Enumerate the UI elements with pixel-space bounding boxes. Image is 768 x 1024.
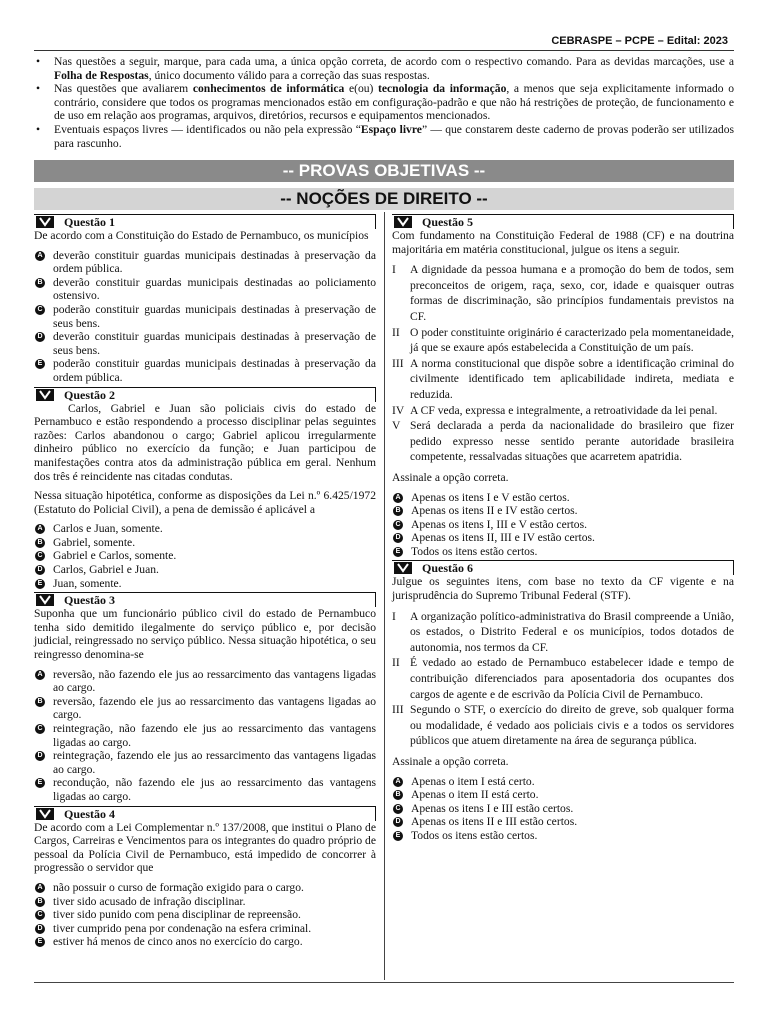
answer-option[interactable]	[392, 829, 734, 843]
statement-number: I	[392, 263, 396, 277]
option-text: reversão, não fazendo ele jus ao ressarcimento das vantagens ligadas ao cargo.	[53, 667, 376, 695]
question-stem: De acordo com a Lei Complementar n.º 137/2008, que institui o Plano de Cargos, Carreiras e Vencimentos para os integrantes do quadro próprio de pessoal da Polícia Civil de Pernambuco, está impedido de concorrer à progressão o servidor que	[34, 820, 376, 875]
page-header	[34, 34, 734, 51]
question-4	[34, 806, 376, 949]
statement-text: A norma constitucional que dispõe sobre a identificação criminal do civilmente identificado tem aplicabilidade indireta, mediata e reduzida.	[410, 356, 734, 401]
answer-option[interactable]	[392, 531, 734, 545]
question-stem: Suponha que um funcionário público civil do estado de Pernambuco tenha sido demitido ilegalmente do serviço público e, por decisão judicial, reingressado no serviço público. Nessa situação hipotética, o seu reingresso denomina-se	[34, 607, 376, 662]
statement-item	[392, 655, 734, 702]
answer-option[interactable]	[392, 504, 734, 518]
answer-option[interactable]	[34, 276, 376, 303]
question-header	[34, 806, 376, 821]
option-text: Carlos, Gabriel e Juan.	[53, 563, 159, 577]
question-6	[392, 560, 734, 842]
option-letter-badge: A	[35, 524, 45, 534]
answer-option[interactable]	[392, 491, 734, 505]
left-column	[34, 212, 376, 949]
answer-option[interactable]	[34, 563, 376, 577]
answer-option[interactable]	[392, 518, 734, 532]
option-text: tiver cumprido pena por condenação na esfera criminal.	[53, 921, 312, 935]
option-letter-badge: C	[393, 804, 403, 814]
answer-option[interactable]	[392, 788, 734, 802]
statement-text: A dignidade da pessoa humana e a promoção do bem de todos, sem preconceitos de origem, raça, sexo, cor, idade e quaisquer outras formas de discriminação, são princípios fundamentais previstos na CF.	[410, 263, 734, 323]
option-letter-badge: D	[35, 565, 45, 575]
question-5	[392, 214, 734, 558]
question-stem: Julgue os seguintes itens, com base no texto da CF vigente e na jurisprudência do Supremo Tribunal Federal (STF).	[392, 575, 734, 603]
option-letter-badge: E	[393, 831, 403, 841]
answer-option[interactable]	[34, 935, 376, 949]
question-header	[392, 214, 734, 229]
option-text: não possuir o curso de formação exigido para o cargo.	[53, 880, 304, 894]
option-letter-badge: A	[393, 777, 403, 787]
answer-option[interactable]	[34, 908, 376, 922]
answer-option[interactable]	[34, 695, 376, 722]
question-marker-icon	[36, 389, 54, 401]
answer-option[interactable]	[34, 749, 376, 776]
option-text: Apenas o item I está certo.	[411, 774, 535, 788]
question-header	[392, 560, 734, 575]
option-letter-badge: B	[35, 897, 45, 907]
question-label: Questão 1	[64, 215, 115, 229]
option-text: estiver há menos de cinco anos no exercício do cargo.	[53, 935, 303, 949]
option-text: tiver sido acusado de infração disciplinar.	[53, 894, 246, 908]
statement-item	[392, 418, 734, 465]
answer-option[interactable]	[392, 815, 734, 829]
option-letter-badge: A	[35, 883, 45, 893]
answer-option[interactable]	[34, 776, 376, 803]
option-text: reintegração, não fazendo ele jus ao ressarcimento das vantagens ligadas ao cargo.	[53, 722, 376, 749]
question-2	[34, 387, 376, 591]
option-letter-badge: C	[35, 305, 45, 315]
option-letter-badge: B	[35, 278, 45, 288]
option-text: reintegração, fazendo ele jus ao ressarcimento das vantagens ligadas ao cargo.	[53, 749, 376, 776]
question-stem: Com fundamento na Constituição Federal de 1988 (CF) e na doutrina majoritária em matéria constitucional, julgue os itens a seguir.	[392, 229, 734, 256]
answer-option[interactable]	[34, 536, 376, 550]
question-marker-icon	[36, 808, 54, 820]
option-letter-badge: B	[393, 790, 403, 800]
right-column	[392, 212, 734, 843]
question-marker-icon	[36, 216, 54, 228]
option-letter-badge: E	[35, 778, 45, 788]
option-letter-badge: A	[393, 493, 403, 503]
option-text: Carlos e Juan, somente.	[53, 522, 163, 536]
option-letter-badge: B	[35, 538, 45, 548]
statement-item	[392, 356, 734, 403]
answer-option[interactable]	[392, 545, 734, 559]
statement-item	[392, 702, 734, 749]
answer-option[interactable]	[34, 357, 376, 384]
answer-option[interactable]	[34, 922, 376, 936]
answer-option[interactable]	[34, 881, 376, 895]
option-text: Apenas os itens I e III estão certos.	[411, 801, 574, 815]
option-text: deverão constituir guardas municipais destinadas à preservação de seus bens.	[53, 330, 376, 357]
option-text: tiver sido punido com pena disciplinar de repreensão.	[53, 908, 301, 922]
option-letter-badge: E	[35, 937, 45, 947]
statement-number: III	[392, 703, 404, 717]
option-text: Gabriel, somente.	[53, 535, 136, 549]
option-text: Gabriel e Carlos, somente.	[53, 549, 177, 563]
question-label: Questão 2	[64, 387, 115, 402]
statement-number: I	[392, 609, 396, 623]
option-text: Apenas os itens II e IV estão certos.	[411, 504, 578, 518]
question-marker-icon	[394, 216, 412, 228]
section-banner: -- NOÇÕES DE DIREITO --	[34, 188, 734, 210]
question-label: Questão 4	[64, 806, 115, 821]
column-divider	[384, 212, 385, 980]
statement-number: V	[392, 419, 401, 433]
option-letter-badge: C	[35, 910, 45, 920]
option-letter-badge: D	[35, 751, 45, 761]
option-letter-badge: D	[35, 332, 45, 342]
option-letter-badge: D	[393, 533, 403, 543]
option-letter-badge: B	[393, 506, 403, 516]
question-label: Questão 5	[422, 215, 473, 229]
question-marker-icon	[36, 594, 54, 606]
option-text: poderão constituir guardas municipais destinadas à preservação de seus bens.	[53, 302, 376, 330]
statement-text: É vedado ao estado de Pernambuco estabelecer idade e tempo de contribuição diferenciados para aposentadoria dos ocupantes dos cargos de agente e de escrivão da Polícia Civil de Pernambuco.	[410, 656, 734, 701]
option-letter-badge: C	[35, 551, 45, 561]
option-text: Todos os itens estão certos.	[411, 544, 538, 558]
statement-number: IV	[392, 403, 405, 417]
answer-option[interactable]	[34, 330, 376, 357]
option-letter-badge: C	[35, 724, 45, 734]
statement-number: III	[392, 356, 404, 370]
answer-option[interactable]	[392, 775, 734, 789]
statement-text: A CF veda, expressa e integralmente, a retroatividade da lei penal.	[410, 403, 718, 417]
question-stem-continued: Nessa situação hipotética, conforme as disposições da Lei n.º 6.425/1972 (Estatuto do Policial Civil), a pena de demissão é aplicável a	[34, 489, 376, 516]
option-text: Apenas os itens II, III e IV estão certos.	[411, 531, 595, 545]
question-header	[34, 387, 376, 402]
statement-text: O poder constituinte originário é caracterizado pela momentaneidade, já que se exaure após estabelecida a Constituição de um país.	[410, 325, 734, 355]
answer-option[interactable]	[34, 249, 376, 276]
instruction-1: • Nas questões a seguir, marque, para cada uma, a única opção correta, de acordo com o respectivo comando. Para as devidas marcações, use a Folha de Respostas, único documento válido para a correção das suas respostas.	[34, 55, 734, 82]
answer-option[interactable]	[34, 722, 376, 749]
question-stem: De acordo com a Constituição do Estado de Pernambuco, os municípios	[34, 229, 369, 242]
option-text: recondução, não fazendo ele jus ao ressarcimento das vantagens ligadas ao cargo.	[53, 776, 376, 803]
statement-text: Será declarada a perda da nacionalidade do brasileiro que fizer pedido expresso nesse sentido perante autoridade brasileira competente, ressalvadas situações que acarretem apatridia.	[410, 419, 734, 464]
option-text: Todos os itens estão certos.	[411, 828, 538, 842]
option-text: Apenas os itens II e III estão certos.	[411, 815, 578, 829]
question-1	[34, 214, 376, 385]
option-text: poderão constituir guardas municipais destinadas à preservação da ordem pública.	[53, 357, 376, 384]
answer-option[interactable]	[392, 802, 734, 816]
option-letter-badge: C	[393, 520, 403, 530]
question-header	[34, 214, 376, 229]
question-3	[34, 592, 376, 803]
instruction-2: • Nas questões que avaliarem conhecimentos de informática e(ou) tecnologia da informação, a menos que seja explicitamente informado o contrário, considere que todos os programas mencionados estão em configuração-padrão e que não há restrições de proteção, de funcionamento e de uso em relação aos programas, arquivos, diretórios, recursos e equipamentos mencionados.	[34, 82, 734, 123]
option-text: deverão constituir guardas municipais destinadas à preservação da ordem pública.	[53, 248, 376, 276]
question-prompt: Assinale a opção correta.	[392, 470, 509, 484]
answer-option[interactable]	[34, 522, 376, 536]
footer-rule	[34, 982, 734, 983]
statement-text: A organização político-administrativa do Brasil compreende a União, os estados, o Distrito Federal e os municípios, todos dotados de autonomia, nos termos da CF.	[410, 609, 734, 654]
option-text: deverão constituir guardas municipais destinadas ao policiamento ostensivo.	[53, 275, 376, 303]
question-label: Questão 3	[64, 593, 115, 608]
answer-option[interactable]	[34, 668, 376, 695]
option-letter-badge: E	[393, 547, 403, 557]
statement-item	[392, 403, 734, 419]
header-title: CEBRASPE – PCPE – Edital: 2023	[551, 35, 728, 47]
instructions-list	[34, 55, 734, 150]
instruction-3: • Eventuais espaços livres — identificados ou não pela expressão “Espaço livre” — que constarem deste caderno de provas poderão ser utilizados para rascunho.	[34, 123, 734, 150]
option-letter-badge: A	[35, 251, 45, 261]
option-text: Apenas o item II está certo.	[411, 788, 539, 802]
option-letter-badge: B	[35, 697, 45, 707]
question-header	[34, 592, 376, 607]
question-prompt: Assinale a opção correta.	[392, 755, 509, 768]
option-letter-badge: E	[35, 579, 45, 589]
statement-text: Segundo o STF, o exercício do direito de greve, sob qualquer forma ou modalidade, é vedado aos policiais civis e a todos os servidores públicos que atuem diretamente na área de segurança pública.	[410, 703, 734, 748]
option-text: reversão, fazendo ele jus ao ressarcimento das vantagens ligadas ao cargo.	[53, 694, 376, 722]
answer-option[interactable]	[34, 549, 376, 563]
statement-number: II	[392, 656, 400, 670]
option-letter-badge: E	[35, 359, 45, 369]
option-text: Apenas os itens I e V estão certos.	[411, 490, 570, 504]
option-text: Apenas os itens I, III e V estão certos.	[411, 517, 588, 531]
option-letter-badge: D	[35, 924, 45, 934]
question-stem: Carlos, Gabriel e Juan são policiais civis do estado de Pernambuco e estão respondendo a processo disciplinar pelas seguintes razões: Carlos abandonou o cargo; Gabriel aplicou irregularmente dinheiro público no exercício da função; e Juan participou de manifestações contra atos da administração pública em geral. Nenhum dos três é reincidente nas citadas condutas.	[34, 401, 376, 483]
option-letter-badge: A	[35, 670, 45, 680]
answer-option[interactable]	[34, 895, 376, 909]
question-label: Questão 6	[422, 561, 473, 576]
option-letter-badge: D	[393, 817, 403, 827]
main-banner: -- PROVAS OBJETIVAS --	[34, 160, 734, 182]
statement-item	[392, 325, 734, 356]
option-text: Juan, somente.	[53, 576, 122, 590]
statement-item	[392, 609, 734, 656]
statement-number: II	[392, 325, 400, 339]
answer-option[interactable]	[34, 303, 376, 330]
statement-item	[392, 262, 734, 324]
answer-option[interactable]	[34, 577, 376, 591]
question-marker-icon	[394, 562, 412, 574]
